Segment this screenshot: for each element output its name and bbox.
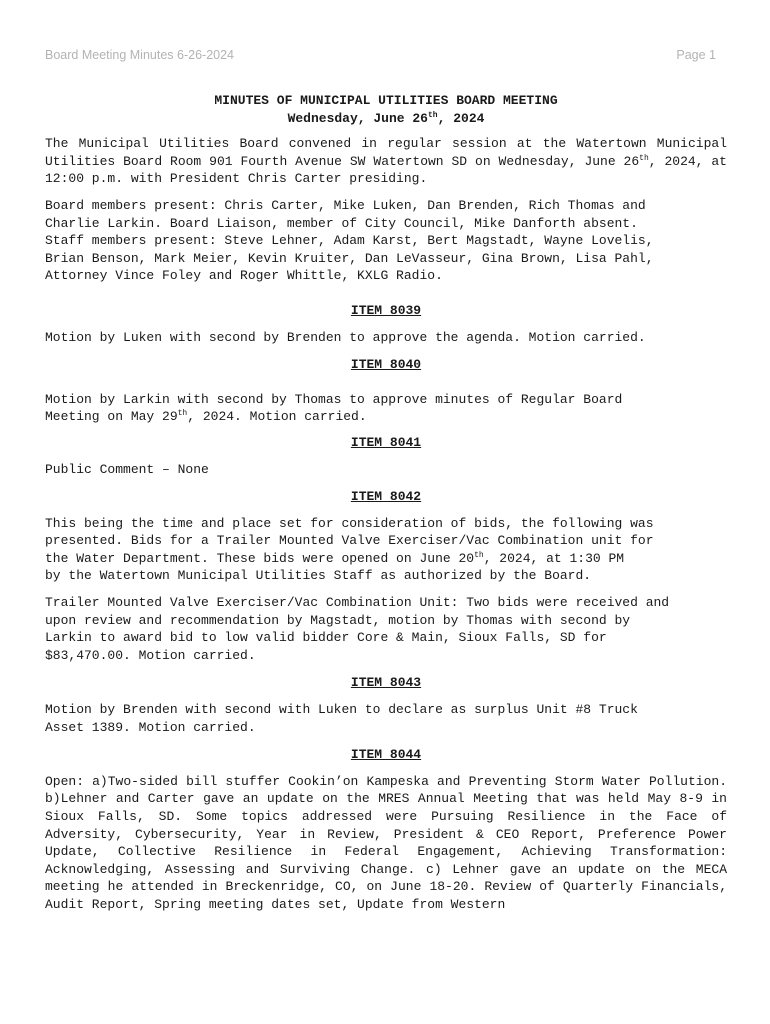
item-8042-heading: ITEM 8042 [350,489,422,505]
item-8040-text: Motion by Larkin with second by Thomas to approve minutes of Regular Board Meeting on May 29th, 2024. Motion carried. [45,391,623,425]
item-8041-text: Public Comment – None [45,461,209,477]
item-8044-text: Open: a)Two-sided bill stuffer Cookin’on Kampeska and Preventing Storm Water Pollution. b)Lehner and Carter gave an update on the MRES Annual Meeting that was held May 8-9 in Sioux Falls, SD. Some topics addressed were Pursuing Resilience in the Face of Adversity, Cybersecurity, Year in Review, President & CEO Report, Preference Power Update, Collective Resilience in Federal Engagement, Achieving Transformation: Acknowledging, Assessing and Surviving Change. c) Lehner gave an update on the MECA meeting he attended in Breckenridge, CO, on June 18-20. Review of Quarterly Financials, Audit Report, Spring meeting dates set, Update from Western [45,773,727,912]
intro-paragraph: The Municipal Utilities Board convened in regular session at the Watertown Municipal Utilities Board Room 901 Fourth Avenue SW Watertown SD on Wednesday, June 26th, 2024, at 12:00 p.m. with President Chris Carter presiding. [45,136,727,187]
document-title: MINUTES OF MUNICIPAL UTILITIES BOARD MEETING [214,93,558,108]
item-8040-heading: ITEM 8040 [350,357,422,373]
item-8041-heading: ITEM 8041 [350,434,422,450]
item-8042-award-paragraph: Trailer Mounted Valve Exerciser/Vac Combination Unit: Two bids were received and upon review and recommendation by Magstadt, motion by Thomas with second by Larkin to award bid to low valid bidder Core & Main, Sioux Falls, SD for $83,470.00. Motion carried. [45,595,670,663]
running-header: Board Meeting Minutes 6-26-2024 [45,48,235,62]
item-8039-heading: ITEM 8039 [350,302,422,318]
item-8042-bids-paragraph: This being the time and place set for consideration of bids, the following was presented. Bids for a Trailer Mounted Valve Exerciser/Vac Combination unit for the Water Department. These bids were opened on June 20th, 2024, at 1:30 PM by the Watertown Municipal Utilities Staff as authorized by the Board. [45,515,654,584]
item-8039-text: Motion by Luken with second by Brenden to approve the agenda. Motion carried. [45,329,646,345]
item-8044-heading: ITEM 8044 [350,747,422,763]
minutes-body [45,92,727,914]
item-8043-heading: ITEM 8043 [350,675,422,691]
attendance-paragraph: Board members present: Chris Carter, Mike Luken, Dan Brenden, Rich Thomas and Charlie Larkin. Board Liaison, member of City Council, Mike Danforth absent. Staff members present: Steve Lehner, Adam Karst, Bert Magstadt, Wayne Lovelis, Brian Benson, Mark Meier, Kevin Kruiter, Dan LeVasseur, Gina Brown, Lisa Pahl, Attorney Vince Foley and Roger Whittle, KXLG Radio. [45,197,654,284]
page-number: Page 1 [676,48,716,62]
meeting-date: Wednesday, June 26th, 2024 [287,110,485,126]
item-8043-text: Motion by Brenden with second with Luken to declare as surplus Unit #8 Truck Asset 1389. Motion carried. [45,702,638,735]
